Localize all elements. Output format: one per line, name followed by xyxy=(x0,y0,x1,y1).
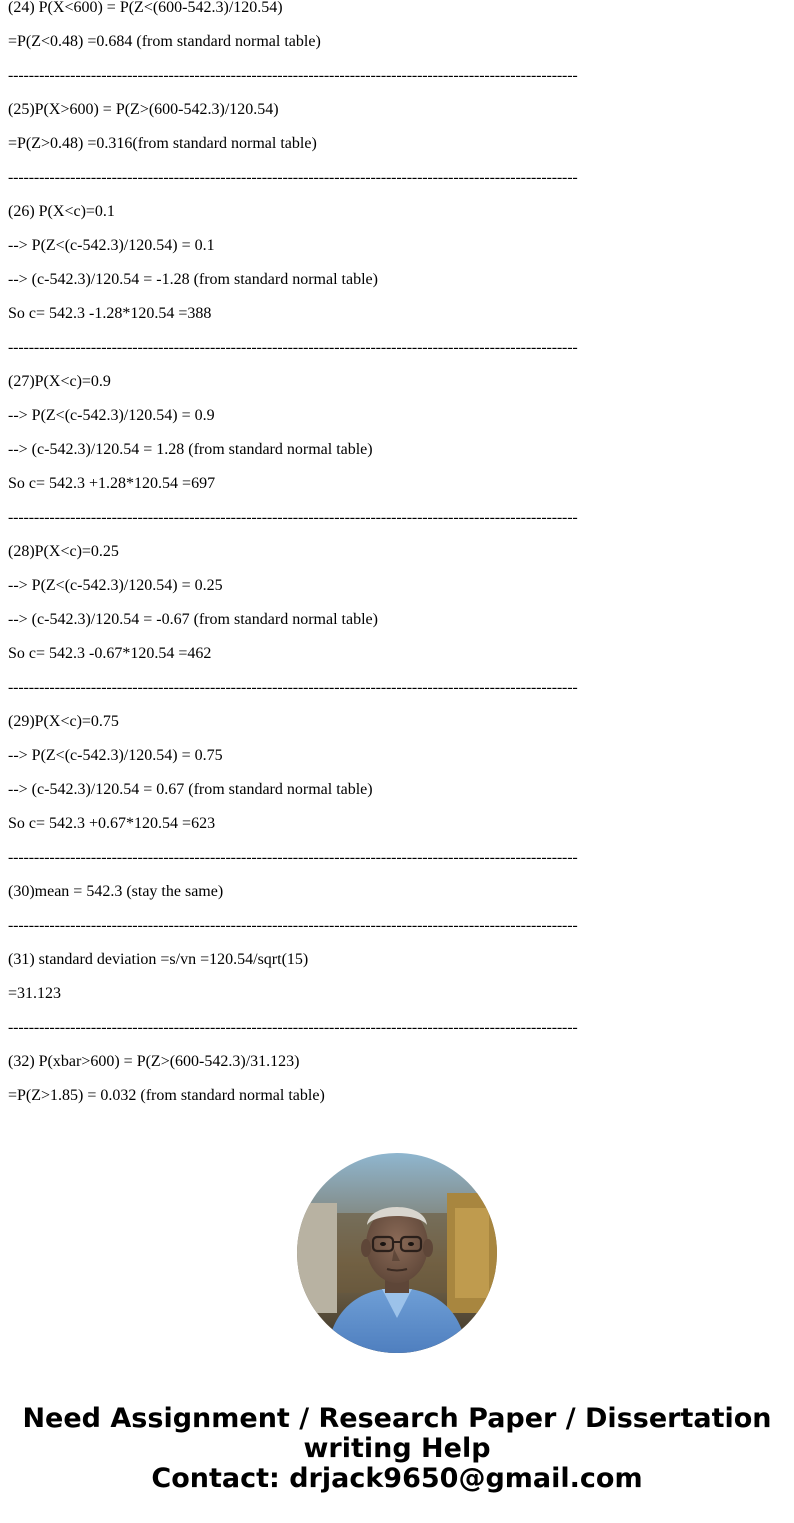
solution-line: (31) standard deviation =s/vn =120.54/sqrt(15) xyxy=(8,951,309,968)
promo-banner xyxy=(0,1404,794,1494)
block-24 xyxy=(8,0,708,51)
solution-line: So c= 542.3 -1.28*120.54 =388 xyxy=(8,305,212,322)
author-photo xyxy=(297,1153,497,1353)
solution-line: --> P(Z<(c-542.3)/120.54) = 0.9 xyxy=(8,407,215,424)
solution-line: (27)P(X<c)=0.9 xyxy=(8,373,111,390)
block-26 xyxy=(8,203,708,323)
solution-line: --> (c-542.3)/120.54 = -1.28 (from standard normal table) xyxy=(8,271,378,288)
solution-line: --> P(Z<(c-542.3)/120.54) = 0.1 xyxy=(8,237,215,254)
block-27 xyxy=(8,373,708,493)
solution-line: (30)mean = 542.3 (stay the same) xyxy=(8,883,224,900)
solution-line: (29)P(X<c)=0.75 xyxy=(8,713,119,730)
promo-line: writing Help xyxy=(303,1433,491,1464)
promo-contact: Contact: drjack9650@gmail.com xyxy=(151,1463,643,1494)
separator: -------------------------------------------------------------------------------------------------------------- xyxy=(8,679,578,696)
solution-line: --> (c-542.3)/120.54 = 0.67 (from standard normal table) xyxy=(8,781,373,798)
block-30 xyxy=(8,883,708,901)
solution-line: So c= 542.3 +0.67*120.54 =623 xyxy=(8,815,216,832)
block-25 xyxy=(8,101,708,153)
block-29 xyxy=(8,713,708,833)
solution-line: --> P(Z<(c-542.3)/120.54) = 0.75 xyxy=(8,747,223,764)
solution-line: =P(Z>1.85) = 0.032 (from standard normal table) xyxy=(8,1087,325,1104)
separator: -------------------------------------------------------------------------------------------------------------- xyxy=(8,1019,578,1036)
block-28 xyxy=(8,543,708,663)
solution-line: =31.123 xyxy=(8,985,62,1002)
separator: -------------------------------------------------------------------------------------------------------------- xyxy=(8,917,578,934)
solution-line: (32) P(xbar>600) = P(Z>(600-542.3)/31.123) xyxy=(8,1053,300,1070)
separator: -------------------------------------------------------------------------------------------------------------- xyxy=(8,169,578,186)
solution-line: (24) P(X<600) = P(Z<(600-542.3)/120.54) xyxy=(8,0,283,16)
separator: -------------------------------------------------------------------------------------------------------------- xyxy=(8,509,578,526)
solution-line: --> (c-542.3)/120.54 = 1.28 (from standard normal table) xyxy=(8,441,373,458)
solution-line: =P(Z<0.48) =0.684 (from standard normal table) xyxy=(8,33,321,50)
solution-line: So c= 542.3 -0.67*120.54 =462 xyxy=(8,645,212,662)
promo-line: Need Assignment / Research Paper / Dissertation xyxy=(22,1403,772,1434)
solution-line: =P(Z>0.48) =0.316(from standard normal table) xyxy=(8,135,317,152)
author-avatar xyxy=(297,1153,497,1353)
solution-line: So c= 542.3 +1.28*120.54 =697 xyxy=(8,475,216,492)
solution-line: --> (c-542.3)/120.54 = -0.67 (from standard normal table) xyxy=(8,611,378,628)
solution-content xyxy=(8,0,708,1121)
separator: -------------------------------------------------------------------------------------------------------------- xyxy=(8,339,578,356)
block-32 xyxy=(8,1053,708,1105)
solution-line: --> P(Z<(c-542.3)/120.54) = 0.25 xyxy=(8,577,223,594)
solution-line: (25)P(X>600) = P(Z>(600-542.3)/120.54) xyxy=(8,101,279,118)
block-31 xyxy=(8,951,708,1003)
separator: -------------------------------------------------------------------------------------------------------------- xyxy=(8,849,578,866)
solution-line: (26) P(X<c)=0.1 xyxy=(8,203,115,220)
separator: -------------------------------------------------------------------------------------------------------------- xyxy=(8,67,578,84)
solution-line: (28)P(X<c)=0.25 xyxy=(8,543,119,560)
